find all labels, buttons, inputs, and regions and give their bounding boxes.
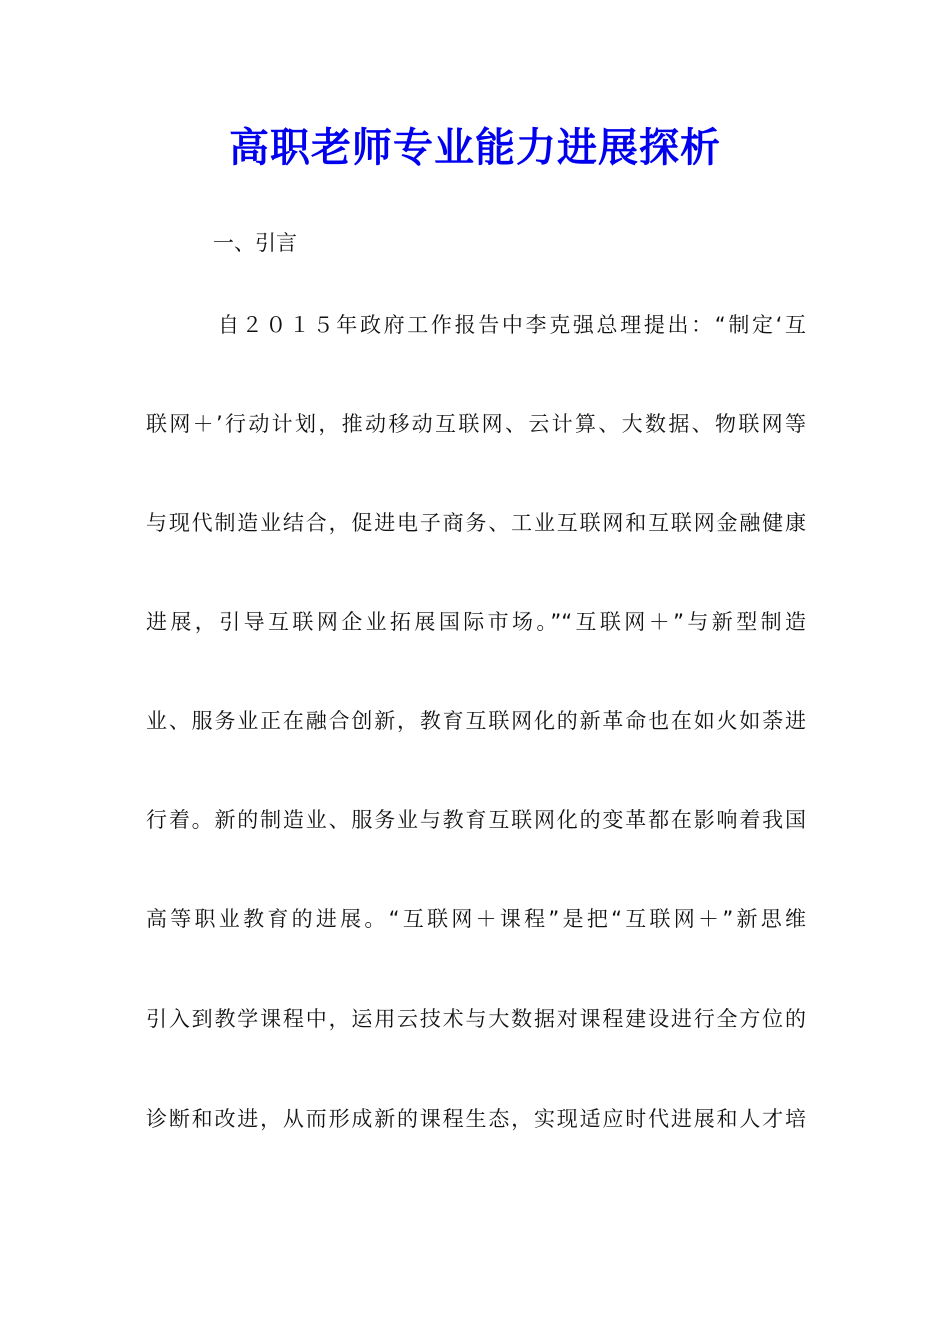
paragraph-line-7: 高等职业教育的进展。“互联网＋课程”是把“互联网＋”新思维 bbox=[146, 907, 806, 931]
document-title: 高职老师专业能力进展探析 bbox=[229, 124, 721, 171]
paragraph-line-9: 诊断和改进，从而形成新的课程生态，实现适应时代进展和人才培 bbox=[146, 1107, 806, 1131]
paragraph-line-5: 业、服务业正在融合创新，教育互联网化的新革命也在如火如荼进 bbox=[146, 709, 806, 733]
paragraph-line-2: 联网＋’行动计划，推动移动互联网、云计算、大数据、物联网等 bbox=[146, 412, 806, 436]
paragraph-line-6: 行着。新的制造业、服务业与教育互联网化的变革都在影响着我国 bbox=[146, 808, 806, 832]
paragraph-line-3: 与现代制造业结合，促进电子商务、工业互联网和互联网金融健康 bbox=[146, 511, 806, 535]
paragraph-line-4: 进展，引导互联网企业拓展国际市场。”“互联网＋”与新型制造 bbox=[146, 610, 806, 634]
paragraph-line-1: 自２０１５年政府工作报告中李克强总理提出：“制定‘互 bbox=[218, 313, 806, 337]
section-heading: 一、引言 bbox=[213, 231, 297, 255]
paragraph-line-8: 引入到教学课程中，运用云技术与大数据对课程建设进行全方位的 bbox=[146, 1007, 806, 1031]
